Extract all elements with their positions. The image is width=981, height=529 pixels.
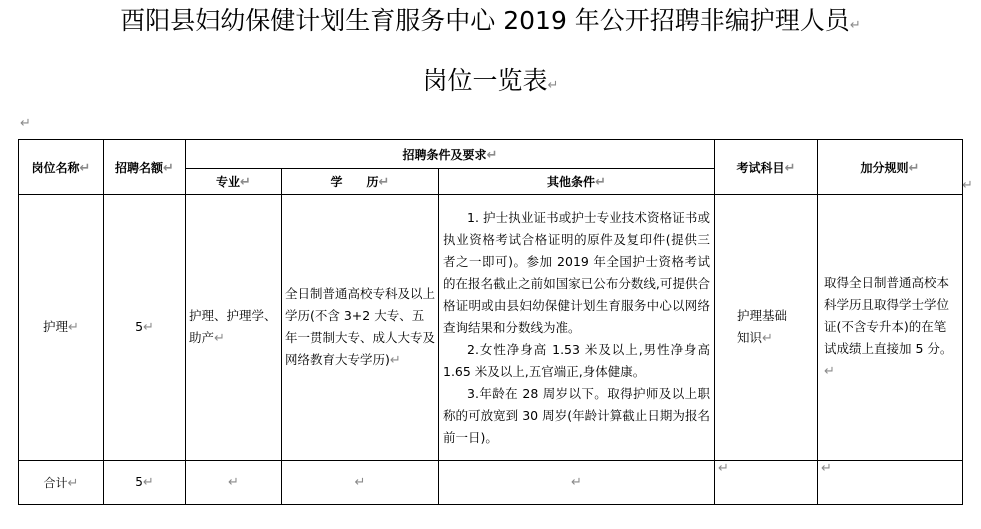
document-title: 酉阳县妇幼保健计划生育服务中心 2019 年公开招聘非编护理人员↵ <box>120 6 861 35</box>
title-line-1: 酉阳县妇幼保健计划生育服务中心 2019 年公开招聘非编护理人员 <box>120 6 850 35</box>
positions-table <box>18 139 963 505</box>
total-empty: ↵ <box>282 461 439 505</box>
cell-other-conditions <box>439 195 715 461</box>
total-empty: ↵ <box>715 461 818 505</box>
cell-education: 全日制普通高校专科及以上学历(不含 3+2 大专、五年一贯制大专、成人大专及网络教育大专学历)↵ <box>282 195 439 461</box>
total-empty: ↵ <box>818 461 963 505</box>
condition-item: 3.年龄在 28 周岁以下。取得护师及以上职称的可放宽到 30 周岁(年龄计算截止日期为报名前一日)。 <box>443 385 711 445</box>
total-label: 合计↵ <box>19 461 104 505</box>
cell-position: 护理↵ <box>19 195 104 461</box>
header-other: 其他条件↵ <box>439 169 715 195</box>
total-row <box>19 461 963 505</box>
cell-major: 护理、护理学、助产↵ <box>186 195 282 461</box>
title-line-2: 岗位一览表 <box>422 66 548 95</box>
cell-exam: 护理基础知识↵ <box>715 195 818 461</box>
document-subtitle: 岗位一览表↵ <box>422 66 559 95</box>
header-count: 招聘名额↵ <box>104 140 186 195</box>
header-bonus: 加分规则↵ <box>818 140 963 195</box>
total-count: 5↵ <box>104 461 186 505</box>
total-empty: ↵ <box>186 461 282 505</box>
total-empty: ↵ <box>439 461 715 505</box>
header-major: 专业↵ <box>186 169 282 195</box>
cell-count: 5↵ <box>104 195 186 461</box>
header-position: 岗位名称↵ <box>19 140 104 195</box>
header-exam: 考试科目↵ <box>715 140 818 195</box>
paragraph-mark: ↵ <box>962 178 973 193</box>
header-education: 学 历↵ <box>282 169 439 195</box>
condition-item: 2.女性净身高 1.53 米及以上,男性净身高 1.65 米及以上,五官端正,身体健康。 <box>443 341 711 379</box>
paragraph-mark: ↵ <box>20 116 31 131</box>
table-row <box>19 195 963 461</box>
header-conditions: 招聘条件及要求↵ <box>186 140 715 169</box>
condition-item: 1. 护士执业证书或护士专业技术资格证书或执业资格考试合格证明的原件及复印件(提供三者之一即可)。参加 2019 年全国护士资格考试的在报名截止之前如国家已公布分数线,可提供合格证明或由县妇幼保健计划生育服务中心以网络查询结果和分数线为准。 <box>443 209 711 335</box>
cell-bonus: 取得全日制普通高校本科学历且取得学士学位证(不含专升本)的在笔试成绩上直接加 5 分。↵ <box>818 195 963 461</box>
header-row <box>19 140 963 169</box>
